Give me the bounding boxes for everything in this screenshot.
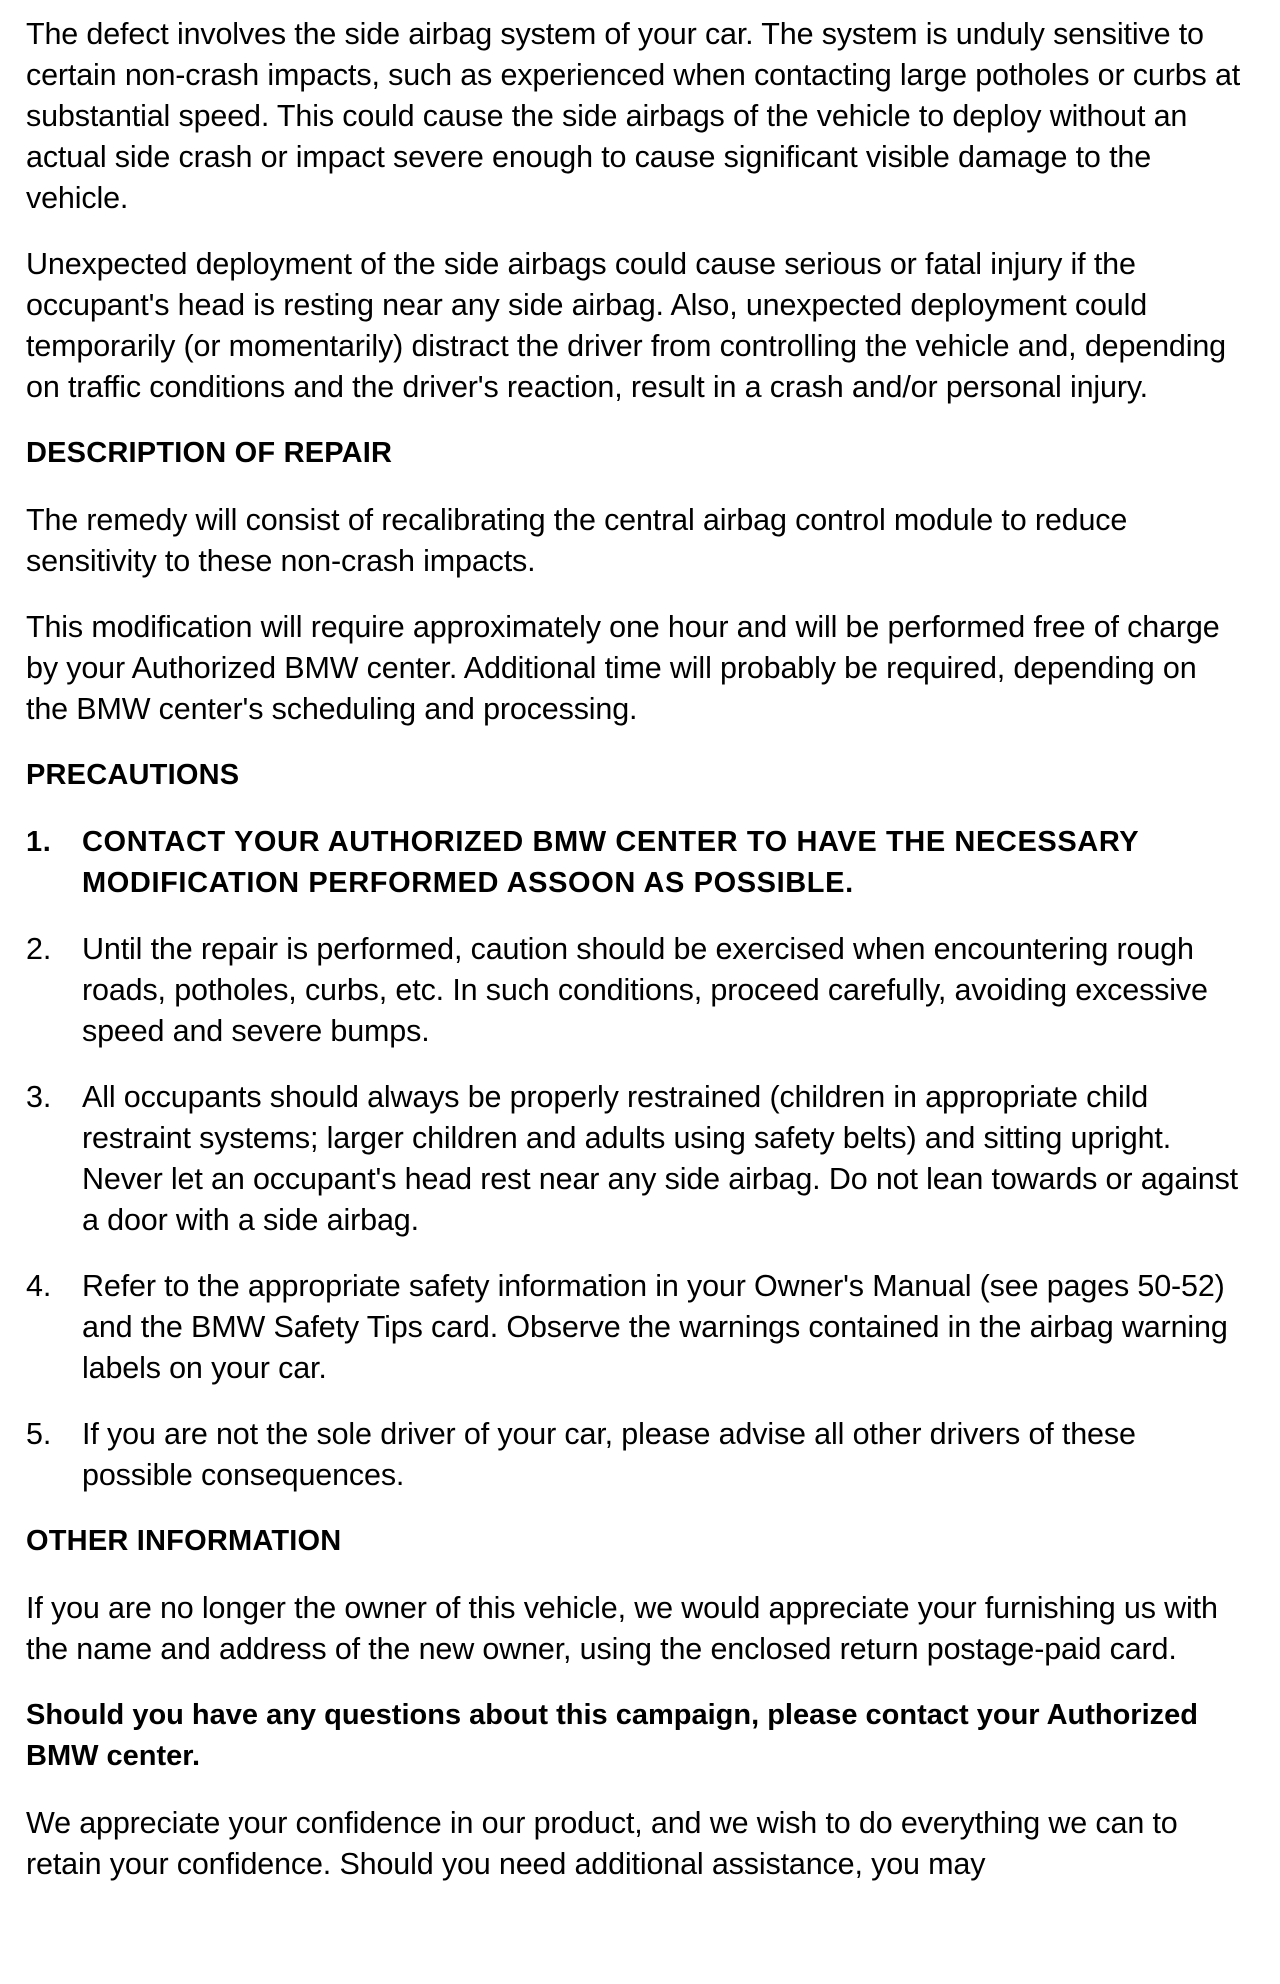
- modification-time-paragraph: This modification will require approximately one hour and will be performed free of charge by your Authorized BMW center. Additional time will probably be required, depending on the BMW center's scheduling and processing.: [26, 610, 1220, 726]
- closing-paragraph: We appreciate your confidence in our product, and we wish to do everything we can to retain your confidence. Should you need additional assistance, you may: [26, 1806, 1178, 1881]
- list-item-number: 1.: [26, 826, 52, 858]
- list-item-number: 2.: [26, 932, 52, 966]
- list-item: [26, 929, 1246, 1052]
- list-item-text: Until the repair is performed, caution should be exercised when encountering rough roads, potholes, curbs, etc. In such conditions, proceed carefully, avoiding excessive speed and severe bumps.: [82, 932, 1208, 1048]
- other-information-heading: OTHER INFORMATION: [26, 1525, 342, 1557]
- list-item: [26, 822, 1246, 904]
- document-page: [26, 14, 1246, 1910]
- remedy-paragraph: The remedy will consist of recalibrating the central airbag control module to reduce sensitivity to these non-crash impacts.: [26, 503, 1128, 578]
- list-item-text: Refer to the appropriate safety information in your Owner's Manual (see pages 50-52) and the BMW Safety Tips card. Observe the warnings contained in the airbag warning labels on your car.: [82, 1269, 1228, 1385]
- list-item: [26, 1414, 1246, 1496]
- list-item-text: If you are not the sole driver of your car, please advise all other drivers of these possible consequences.: [82, 1417, 1136, 1492]
- list-item-number: 3.: [26, 1080, 52, 1114]
- questions-contact-paragraph: Should you have any questions about this campaign, please contact your Authorized BMW center.: [26, 1699, 1198, 1772]
- list-item-number: 4.: [26, 1269, 52, 1303]
- precautions-heading: PRECAUTIONS: [26, 759, 240, 791]
- list-item: [26, 1077, 1246, 1241]
- ownership-change-paragraph: If you are no longer the owner of this vehicle, we would appreciate your furnishing us with the name and address of the new owner, using the enclosed return postage-paid card.: [26, 1591, 1218, 1666]
- defect-description-paragraph: The defect involves the side airbag system of your car. The system is unduly sensitive to certain non-crash impacts, such as experienced when contacting large potholes or curbs at substantial speed. This could cause the side airbags of the vehicle to deploy without an actual side crash or impact severe enough to cause significant visible damage to the vehicle.: [26, 17, 1241, 215]
- list-item-text: All occupants should always be properly restrained (children in appropriate child restraint systems; larger children and adults using safety belts) and sitting upright. Never let an occupant's head rest near any side airbag. Do not lean towards or against a door with a side airbag.: [82, 1080, 1239, 1237]
- repair-heading: DESCRIPTION OF REPAIR: [26, 437, 393, 469]
- list-item-number: 5.: [26, 1417, 52, 1451]
- precautions-list: [26, 822, 1246, 1496]
- deployment-risk-paragraph: Unexpected deployment of the side airbags could cause serious or fatal injury if the occupant's head is resting near any side airbag. Also, unexpected deployment could temporarily (or momentarily) distract the driver from controlling the vehicle and, depending on traffic conditions and the driver's reaction, result in a crash and/or personal injury.: [26, 247, 1226, 404]
- list-item-text: CONTACT YOUR AUTHORIZED BMW CENTER TO HAVE THE NECESSARY MODIFICATION PERFORMED ASSOON AS POSSIBLE.: [82, 826, 1139, 899]
- list-item: [26, 1266, 1246, 1389]
